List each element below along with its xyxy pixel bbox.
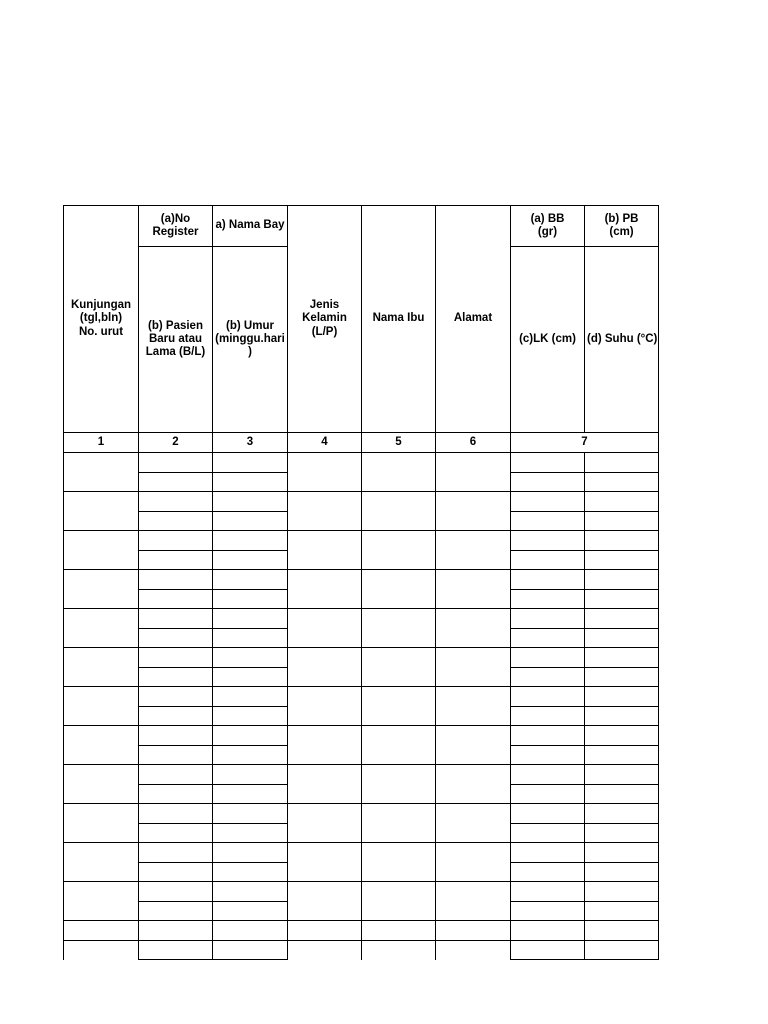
header-nama-bayi: a) Nama Bay (213, 206, 288, 247)
no-register-cell[interactable] (139, 726, 213, 746)
suhu-cell[interactable] (585, 745, 659, 765)
header-pb: (b) PB (cm) (585, 206, 659, 247)
column-number: 4 (288, 433, 362, 453)
table-row (64, 921, 659, 941)
nama-bayi-cell[interactable] (213, 492, 288, 512)
no-register-cell[interactable] (139, 648, 213, 668)
nama-ibu-cell[interactable] (362, 492, 436, 531)
lk-cell[interactable] (511, 472, 585, 492)
column-number: 1 (64, 433, 139, 453)
alamat-cell[interactable] (436, 940, 511, 960)
pb-cell[interactable] (585, 687, 659, 707)
nama-ibu-cell[interactable] (362, 804, 436, 843)
suhu-cell[interactable] (585, 550, 659, 570)
header-kunjungan: Kunjungan (tgl,bln) No. urut (64, 206, 139, 433)
jenis-kelamin-cell[interactable] (288, 843, 362, 882)
jenis-kelamin-cell[interactable] (288, 453, 362, 492)
umur-cell[interactable] (213, 550, 288, 570)
lk-cell[interactable] (511, 784, 585, 804)
jenis-kelamin-cell[interactable] (288, 492, 362, 531)
nama-bayi-cell[interactable] (213, 882, 288, 902)
no-register-cell[interactable] (139, 687, 213, 707)
table-row (64, 843, 659, 863)
no-register-cell[interactable] (139, 453, 213, 473)
table-row (64, 609, 659, 629)
bb-cell[interactable] (511, 726, 585, 746)
pb-cell[interactable] (585, 765, 659, 785)
table-row (64, 687, 659, 707)
header-bb: (a) BB (gr) (511, 206, 585, 247)
kunjungan-cell[interactable] (64, 453, 139, 492)
header-no-register: (a)No Register (139, 206, 213, 247)
pb-cell[interactable] (585, 882, 659, 902)
nama-ibu-cell[interactable] (362, 531, 436, 570)
umur-cell[interactable] (213, 472, 288, 492)
nama-ibu-cell[interactable] (362, 726, 436, 765)
pb-cell[interactable] (585, 570, 659, 590)
table-row (64, 492, 659, 512)
lk-cell[interactable] (511, 667, 585, 687)
jenis-kelamin-cell[interactable] (288, 648, 362, 687)
suhu-cell[interactable] (585, 472, 659, 492)
kunjungan-cell[interactable] (64, 492, 139, 531)
header-lk: (c)LK (cm) (511, 247, 585, 433)
jenis-kelamin-cell[interactable] (288, 804, 362, 843)
header-alamat: Alamat (436, 206, 511, 433)
nama-bayi-cell[interactable] (213, 804, 288, 824)
nama-bayi-cell[interactable] (213, 687, 288, 707)
nama-bayi-cell[interactable] (213, 765, 288, 785)
bb-cell[interactable] (511, 492, 585, 512)
column-number: 3 (213, 433, 288, 453)
nama-bayi-cell[interactable] (213, 843, 288, 863)
table-row (64, 726, 659, 746)
kunjungan-cell[interactable] (64, 940, 139, 960)
umur-cell[interactable] (213, 823, 288, 843)
header-pasien-baru-lama: (b) Pasien Baru atau Lama (B/L) (139, 247, 213, 433)
pasien-baru-lama-cell[interactable] (139, 784, 213, 804)
pasien-baru-lama-cell[interactable] (139, 628, 213, 648)
nama-bayi-cell[interactable] (213, 609, 288, 629)
table-row (64, 453, 659, 473)
alamat-cell[interactable] (436, 765, 511, 804)
column-number: 7 (511, 433, 659, 453)
jenis-kelamin-cell[interactable] (288, 940, 362, 960)
kunjungan-cell[interactable] (64, 570, 139, 609)
column-number-row (64, 433, 659, 453)
alamat-cell[interactable] (436, 804, 511, 843)
alamat-cell[interactable] (436, 726, 511, 765)
kunjungan-cell[interactable] (64, 804, 139, 843)
lk-cell[interactable] (511, 823, 585, 843)
umur-cell[interactable] (213, 667, 288, 687)
header-jenis-kelamin: Jenis Kelamin (L/P) (288, 206, 362, 433)
umur-cell[interactable] (213, 784, 288, 804)
alamat-cell[interactable] (436, 882, 511, 921)
kunjungan-cell[interactable] (64, 726, 139, 765)
no-register-cell[interactable] (139, 804, 213, 824)
pasien-baru-lama-cell[interactable] (139, 901, 213, 921)
alamat-cell[interactable] (436, 609, 511, 648)
table-row (64, 531, 659, 551)
umur-cell[interactable] (213, 628, 288, 648)
nama-ibu-cell[interactable] (362, 921, 436, 941)
pasien-baru-lama-cell[interactable] (139, 589, 213, 609)
column-number: 6 (436, 433, 511, 453)
pasien-baru-lama-cell[interactable] (139, 550, 213, 570)
bb-cell[interactable] (511, 609, 585, 629)
nama-bayi-cell[interactable] (213, 726, 288, 746)
kunjungan-cell[interactable] (64, 882, 139, 921)
pb-cell[interactable] (585, 726, 659, 746)
umur-cell[interactable] (213, 940, 288, 960)
jenis-kelamin-cell[interactable] (288, 882, 362, 921)
jenis-kelamin-cell[interactable] (288, 765, 362, 804)
nama-bayi-cell[interactable] (213, 921, 288, 941)
nama-bayi-cell[interactable] (213, 648, 288, 668)
nama-ibu-cell[interactable] (362, 453, 436, 492)
jenis-kelamin-cell[interactable] (288, 726, 362, 765)
jenis-kelamin-cell[interactable] (288, 921, 362, 941)
umur-cell[interactable] (213, 511, 288, 531)
table-row (64, 570, 659, 590)
bb-cell[interactable] (511, 570, 585, 590)
suhu-cell[interactable] (585, 589, 659, 609)
pasien-baru-lama-cell[interactable] (139, 745, 213, 765)
pb-cell[interactable] (585, 609, 659, 629)
suhu-cell[interactable] (585, 940, 659, 960)
no-register-cell[interactable] (139, 531, 213, 551)
alamat-cell[interactable] (436, 921, 511, 941)
lk-cell[interactable] (511, 745, 585, 765)
lk-cell[interactable] (511, 901, 585, 921)
lk-cell[interactable] (511, 940, 585, 960)
alamat-cell[interactable] (436, 570, 511, 609)
suhu-cell[interactable] (585, 823, 659, 843)
pb-cell[interactable] (585, 804, 659, 824)
nama-ibu-cell[interactable] (362, 609, 436, 648)
no-register-cell[interactable] (139, 921, 213, 941)
nama-ibu-cell[interactable] (362, 687, 436, 726)
lk-cell[interactable] (511, 511, 585, 531)
no-register-cell[interactable] (139, 882, 213, 902)
pasien-baru-lama-cell[interactable] (139, 862, 213, 882)
lk-cell[interactable] (511, 628, 585, 648)
suhu-cell[interactable] (585, 628, 659, 648)
table-row (64, 804, 659, 824)
suhu-cell[interactable] (585, 862, 659, 882)
nama-ibu-cell[interactable] (362, 570, 436, 609)
pasien-baru-lama-cell[interactable] (139, 511, 213, 531)
bb-cell[interactable] (511, 765, 585, 785)
alamat-cell[interactable] (436, 531, 511, 570)
pasien-baru-lama-cell[interactable] (139, 823, 213, 843)
umur-cell[interactable] (213, 862, 288, 882)
nama-bayi-cell[interactable] (213, 570, 288, 590)
lk-cell[interactable] (511, 589, 585, 609)
pb-cell[interactable] (585, 531, 659, 551)
header-nama-ibu: Nama Ibu (362, 206, 436, 433)
no-register-cell[interactable] (139, 765, 213, 785)
kunjungan-cell[interactable] (64, 648, 139, 687)
umur-cell[interactable] (213, 745, 288, 765)
pb-cell[interactable] (585, 492, 659, 512)
suhu-cell[interactable] (585, 901, 659, 921)
nama-bayi-cell[interactable] (213, 453, 288, 473)
alamat-cell[interactable] (436, 453, 511, 492)
kunjungan-cell[interactable] (64, 765, 139, 804)
bb-cell[interactable] (511, 531, 585, 551)
header-umur: (b) Umur (minggu.hari ) (213, 247, 288, 433)
kunjungan-cell[interactable] (64, 531, 139, 570)
nama-bayi-cell[interactable] (213, 531, 288, 551)
neonatal-register-table (63, 205, 659, 960)
kunjungan-cell[interactable] (64, 609, 139, 648)
bb-cell[interactable] (511, 687, 585, 707)
jenis-kelamin-cell[interactable] (288, 609, 362, 648)
bb-cell[interactable] (511, 453, 585, 473)
table-row (64, 940, 659, 960)
nama-ibu-cell[interactable] (362, 843, 436, 882)
kunjungan-cell[interactable] (64, 687, 139, 726)
umur-cell[interactable] (213, 901, 288, 921)
lk-cell[interactable] (511, 706, 585, 726)
header-suhu: (d) Suhu (°C) (585, 247, 659, 433)
alamat-cell[interactable] (436, 648, 511, 687)
no-register-cell[interactable] (139, 570, 213, 590)
table-row (64, 882, 659, 902)
no-register-cell[interactable] (139, 609, 213, 629)
pasien-baru-lama-cell[interactable] (139, 706, 213, 726)
alamat-cell[interactable] (436, 492, 511, 531)
pasien-baru-lama-cell[interactable] (139, 667, 213, 687)
kunjungan-cell[interactable] (64, 921, 139, 941)
pb-cell[interactable] (585, 453, 659, 473)
alamat-cell[interactable] (436, 687, 511, 726)
nama-ibu-cell[interactable] (362, 940, 436, 960)
table-row (64, 648, 659, 668)
pasien-baru-lama-cell[interactable] (139, 940, 213, 960)
suhu-cell[interactable] (585, 511, 659, 531)
pb-cell[interactable] (585, 843, 659, 863)
suhu-cell[interactable] (585, 706, 659, 726)
column-number: 5 (362, 433, 436, 453)
lk-cell[interactable] (511, 550, 585, 570)
jenis-kelamin-cell[interactable] (288, 687, 362, 726)
suhu-cell[interactable] (585, 667, 659, 687)
pasien-baru-lama-cell[interactable] (139, 472, 213, 492)
no-register-cell[interactable] (139, 843, 213, 863)
bb-cell[interactable] (511, 843, 585, 863)
pb-cell[interactable] (585, 921, 659, 941)
umur-cell[interactable] (213, 589, 288, 609)
bb-cell[interactable] (511, 882, 585, 902)
bb-cell[interactable] (511, 648, 585, 668)
kunjungan-cell[interactable] (64, 843, 139, 882)
bb-cell[interactable] (511, 921, 585, 941)
pb-cell[interactable] (585, 648, 659, 668)
nama-ibu-cell[interactable] (362, 648, 436, 687)
bb-cell[interactable] (511, 804, 585, 824)
column-number: 2 (139, 433, 213, 453)
lk-cell[interactable] (511, 862, 585, 882)
jenis-kelamin-cell[interactable] (288, 570, 362, 609)
alamat-cell[interactable] (436, 843, 511, 882)
no-register-cell[interactable] (139, 492, 213, 512)
jenis-kelamin-cell[interactable] (288, 531, 362, 570)
suhu-cell[interactable] (585, 784, 659, 804)
nama-ibu-cell[interactable] (362, 882, 436, 921)
table-row (64, 765, 659, 785)
umur-cell[interactable] (213, 706, 288, 726)
nama-ibu-cell[interactable] (362, 765, 436, 804)
